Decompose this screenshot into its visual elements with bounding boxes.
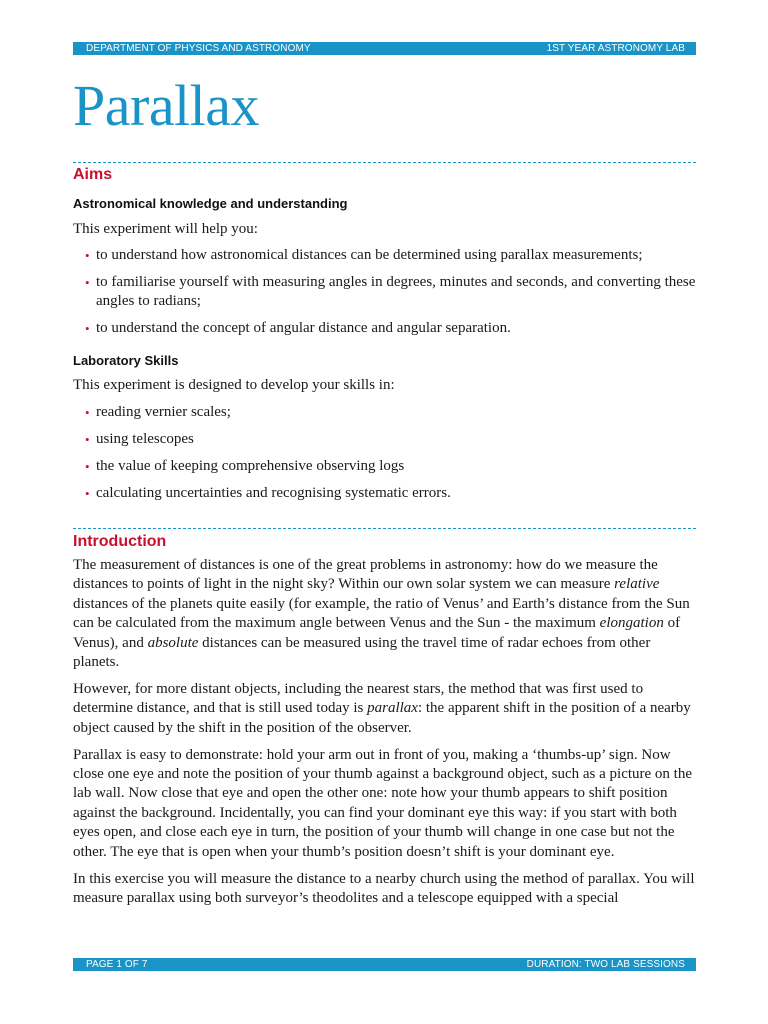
text-run: of Venus), and: [73, 615, 681, 651]
emphasis-relative: relative: [614, 576, 660, 593]
intro-paragraph-4: In this exercise you will measure the distance to a nearby church using the method of parallax. You will measure parallax using both surveyor’s theodolites and a telescope equipped with a special: [73, 870, 695, 906]
header-bar: [73, 42, 696, 55]
list-item: [73, 430, 696, 449]
list-item: [73, 484, 696, 503]
bullet-icon: •: [85, 248, 90, 263]
list-item-text: to understand how astronomical distances can be determined using parallax measurements;: [96, 247, 643, 263]
knowledge-subheading: Astronomical knowledge and understanding: [73, 196, 348, 211]
knowledge-list: [73, 246, 696, 346]
page-title: Parallax: [73, 73, 260, 138]
emphasis-parallax: parallax: [367, 700, 418, 717]
skills-list: [73, 403, 696, 511]
document-page: [73, 0, 696, 1024]
footer-duration: DURATION: TWO LAB SESSIONS: [526, 959, 685, 970]
list-item: [73, 319, 696, 338]
bullet-icon: •: [85, 274, 90, 290]
intro-paragraph-2: [73, 680, 696, 738]
header-department: DEPARTMENT OF PHYSICS AND ASTRONOMY: [86, 43, 311, 54]
list-item-text: to understand the concept of angular distance and angular separation.: [96, 320, 511, 337]
introduction-heading: Introduction: [73, 533, 167, 550]
list-item-text: reading vernier scales;: [96, 404, 231, 420]
footer-page-number: PAGE 1 OF 7: [86, 959, 148, 970]
text-run: distances of the planets quite easily (for example, the ratio of Venus’ and Earth’s distance from the Sun can be calculated from the maximum angle between Venus and the Sun - the maximum: [73, 595, 690, 632]
list-item-text: to familiarise yourself with measuring angles in degrees, minutes and seconds, and converting these angles to radians;: [96, 273, 696, 310]
aims-heading: Aims: [73, 166, 113, 183]
header-course: 1ST YEAR ASTRONOMY LAB: [546, 43, 685, 54]
footer-bar: [73, 958, 696, 971]
text-run: However, for more distant objects, including the nearest stars, the method that was first used to determine distance, and that is still used today is: [73, 680, 644, 717]
bullet-icon: •: [85, 321, 90, 337]
list-item: [73, 273, 696, 312]
knowledge-intro: This experiment will help you:: [73, 221, 258, 237]
bullet-icon: •: [85, 431, 90, 447]
list-item-text: calculating uncertainties and recognising systematic errors.: [96, 484, 451, 501]
list-item: [73, 403, 696, 422]
section-divider-aims: [73, 162, 696, 163]
intro-paragraph-3: Parallax is easy to demonstrate: hold your arm out in front of you, making a ‘thumbs-up’ sign. Now close one eye and note the position of your thumb against a background object, such as a picture on the lab wall. Now close that eye and open the other one: note how your thumb appears to shift position against the background. Incidentally, you can find your dominant eye this way: if you start with both eyes open, and close each eye in turn, the position of your thumb will change in one case but not the other. The eye that is open when your thumb’s position doesn’t shift is your dominant eye.: [73, 746, 692, 860]
list-item: [73, 246, 696, 265]
bullet-icon: •: [85, 458, 90, 474]
intro-paragraph-1: [73, 556, 696, 672]
text-run: : the apparent shift in the position of a nearby object caused by the shift in the position of the observer.: [73, 700, 691, 736]
text-run: The measurement of distances is one of the great problems in astronomy: how do we measure the distances to points of light in the night sky? Within our own solar system we can measure: [73, 557, 658, 593]
list-item: [73, 457, 696, 476]
text-run: distances can be measured using the travel time of radar echoes from other planets.: [73, 634, 651, 671]
section-divider-introduction: [73, 528, 696, 529]
emphasis-elongation: elongation: [599, 615, 664, 632]
skills-subheading: Laboratory Skills: [73, 353, 179, 368]
emphasis-absolute: absolute: [147, 634, 199, 651]
introduction-body: [73, 556, 696, 916]
list-item-text: the value of keeping comprehensive observing logs: [96, 457, 405, 474]
bullet-icon: •: [85, 485, 90, 501]
list-item-text: using telescopes: [96, 430, 194, 447]
skills-intro: This experiment is designed to develop your skills in:: [73, 377, 395, 393]
bullet-icon: •: [85, 405, 90, 420]
